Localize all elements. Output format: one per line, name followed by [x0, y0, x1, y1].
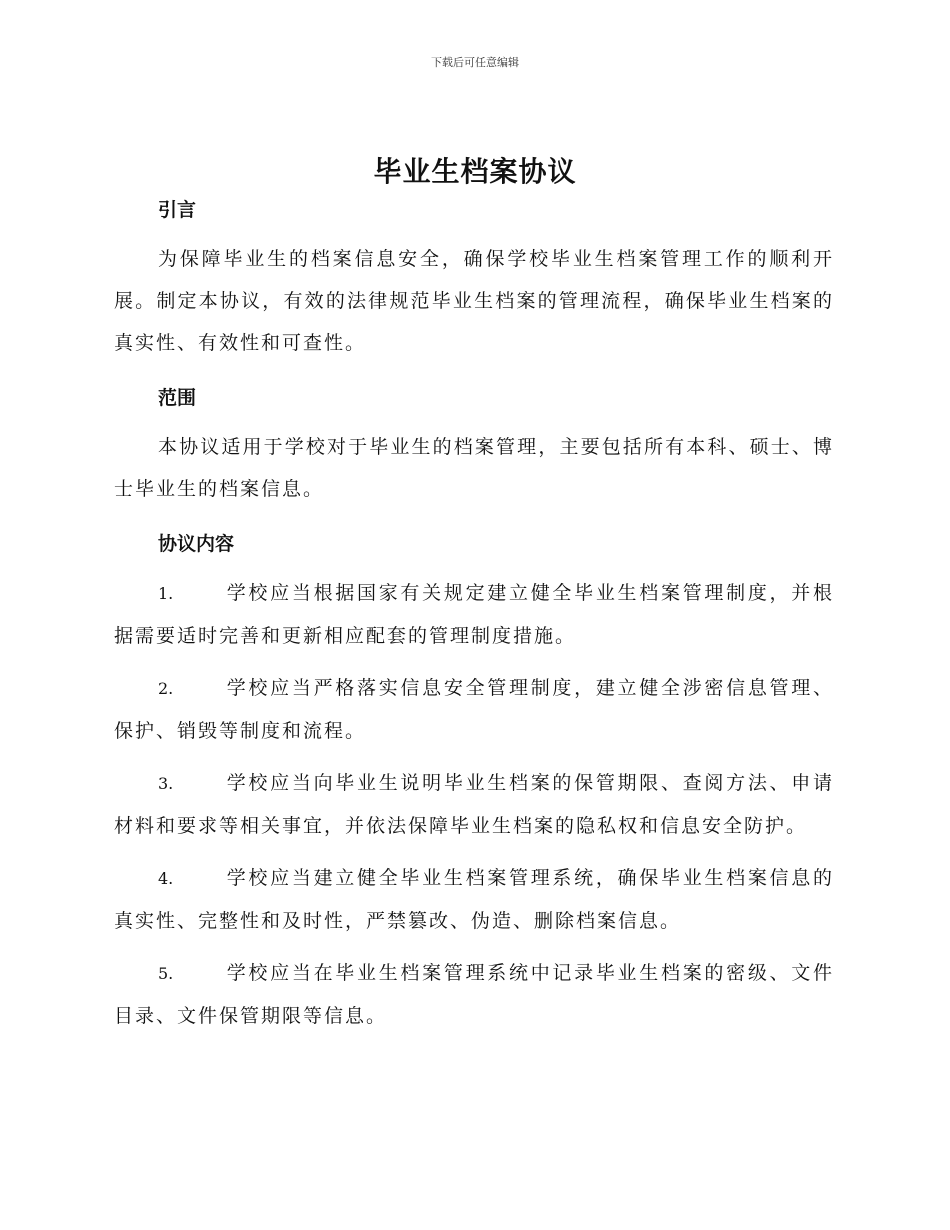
list-item-number: 5. [158, 964, 174, 983]
list-item [114, 857, 834, 942]
document-body [114, 196, 834, 1037]
introduction-paragraph: 为保障毕业生的档案信息安全，确保学校毕业生档案管理工作的顺利开展。制定本协议，有效的法律规范毕业生档案的管理流程，确保毕业生档案的真实性、有效性和可查性。 [114, 248, 834, 354]
section-agreement-content [114, 530, 834, 1037]
list-item-text: 学校应当严格落实信息安全管理制度，建立健全涉密信息管理、保护、销毁等制度和流程。 [114, 677, 834, 742]
section-heading-agreement-content: 协议内容 [158, 533, 235, 555]
scope-paragraph: 本协议适用于学校对于毕业生的档案管理，主要包括所有本科、硕士、博士毕业生的档案信息。 [114, 436, 834, 500]
list-item [114, 572, 834, 657]
list-item-text: 学校应当建立健全毕业生档案管理系统，确保毕业生档案信息的真实性、完整性和及时性，严禁篡改、伪造、删除档案信息。 [114, 867, 834, 932]
list-item-text: 学校应当在毕业生档案管理系统中记录毕业生档案的密级、文件目录、文件保管期限等信息。 [114, 962, 834, 1027]
page-header-note: 下载后可任意编辑 [431, 56, 519, 69]
list-item [114, 762, 834, 847]
section-heading-introduction: 引言 [158, 199, 197, 221]
list-item [114, 952, 834, 1037]
list-item-number: 3. [158, 774, 174, 793]
list-item [114, 667, 834, 752]
list-item-number: 1. [158, 584, 174, 603]
list-item-number: 4. [158, 869, 174, 888]
section-introduction [114, 196, 834, 364]
list-item-text: 学校应当根据国家有关规定建立健全毕业生档案管理制度，并根据需要适时完善和更新相应配套的管理制度措施。 [114, 582, 834, 647]
list-item-text: 学校应当向毕业生说明毕业生档案的保管期限、查阅方法、申请材料和要求等相关事宜，并依法保障毕业生档案的隐私权和信息安全防护。 [114, 772, 834, 837]
document-title: 毕业生档案协议 [373, 155, 577, 188]
list-item-number: 2. [158, 679, 174, 698]
section-scope [114, 384, 834, 510]
section-heading-scope: 范围 [158, 387, 197, 409]
